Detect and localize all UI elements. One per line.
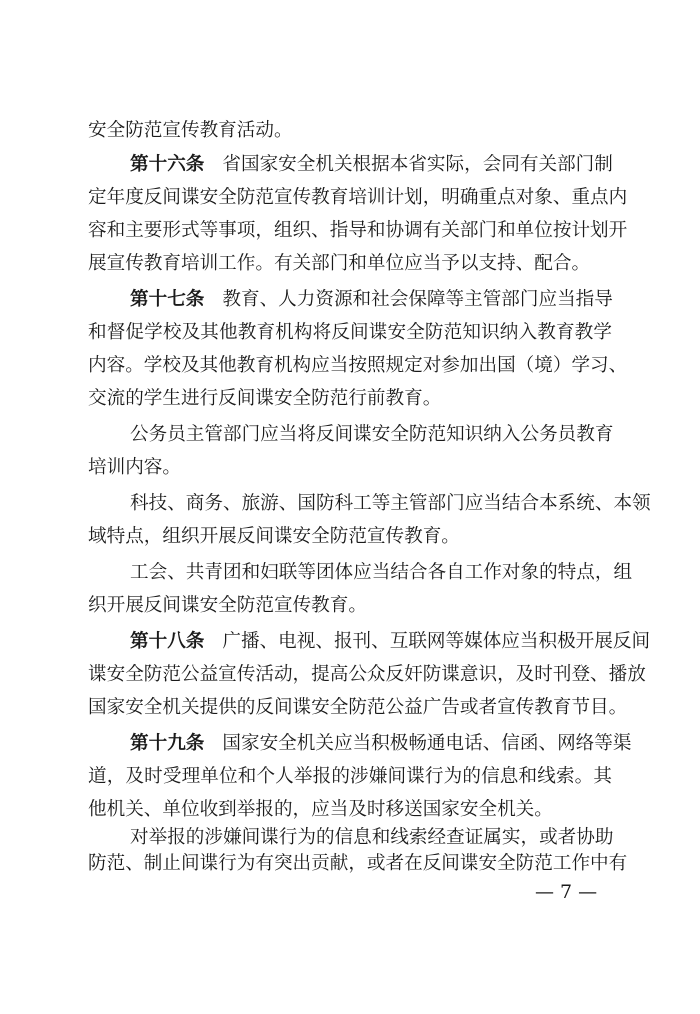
text-line: 国家安全机关提供的反间谍安全防范公益广告或者宣传教育节目。 [88, 697, 628, 718]
page-number: — 7 — [535, 881, 598, 903]
article-heading: 第十九条 [130, 733, 205, 754]
article-heading: 第十八条 [130, 631, 205, 652]
text-line: 谍安全防范公益宣传活动，提高公众反奸防谍意识，及时刊登、播放 [88, 664, 646, 685]
text-line: 定年度反间谍安全防范宣传教育培训计划，明确重点对象、重点内 [88, 187, 628, 208]
text-line: 织开展反间谍安全防范宣传教育。 [88, 595, 367, 616]
text-line: 对举报的涉嫌间谍行为的信息和线索经查证属实，或者协助 [130, 827, 614, 848]
article-heading: 第十七条 [130, 289, 205, 310]
text-line: 科技、商务、旅游、国防科工等主管部门应当结合本系统、本领 [130, 493, 651, 514]
text-line: 展宣传教育培训工作。有关部门和单位应当予以支持、配合。 [88, 253, 591, 274]
text-line: 域特点，组织开展反间谍安全防范宣传教育。 [88, 526, 460, 547]
article-17-line: 第十七条 教育、人力资源和社会保障等主管部门应当指导 [130, 289, 613, 310]
text-line: 内容。学校及其他教育机构应当按照规定对参加出国（境）学习、 [88, 355, 628, 376]
text-line: 安全防范宣传教育活动。 [88, 120, 293, 141]
text-line: 交流的学生进行反间谍安全防范行前教育。 [88, 388, 442, 409]
article-16-line: 第十六条 省国家安全机关根据本省实际，会同有关部门制 [130, 154, 613, 175]
text-line: 道，及时受理单位和个人举报的涉嫌间谍行为的信息和线索。其 [88, 766, 612, 787]
text-line: 容和主要形式等事项，组织、指导和协调有关部门和单位按计划开 [88, 220, 628, 241]
text-line: 公务员主管部门应当将反间谍安全防范知识纳入公务员教育 [130, 424, 614, 445]
article-18-line: 第十八条 广播、电视、报刊、互联网等媒体应当积极开展反间 [130, 631, 651, 652]
text-line: 工会、共青团和妇联等团体应当结合各自工作对象的特点，组 [130, 562, 633, 583]
text-line: 他机关、单位收到举报的，应当及时移送国家安全机关。 [88, 799, 553, 820]
article-heading: 第十六条 [130, 154, 205, 175]
text-line: 培训内容。 [88, 457, 181, 478]
article-19-line: 第十九条 国家安全机关应当积极畅通电话、信函、网络等渠 [130, 733, 632, 754]
text-line: 防范、制止间谍行为有突出贡献，或者在反间谍安全防范工作中有 [88, 853, 628, 874]
text-line: 和督促学校及其他教育机构将反间谍安全防范知识纳入教育教学 [88, 322, 612, 343]
